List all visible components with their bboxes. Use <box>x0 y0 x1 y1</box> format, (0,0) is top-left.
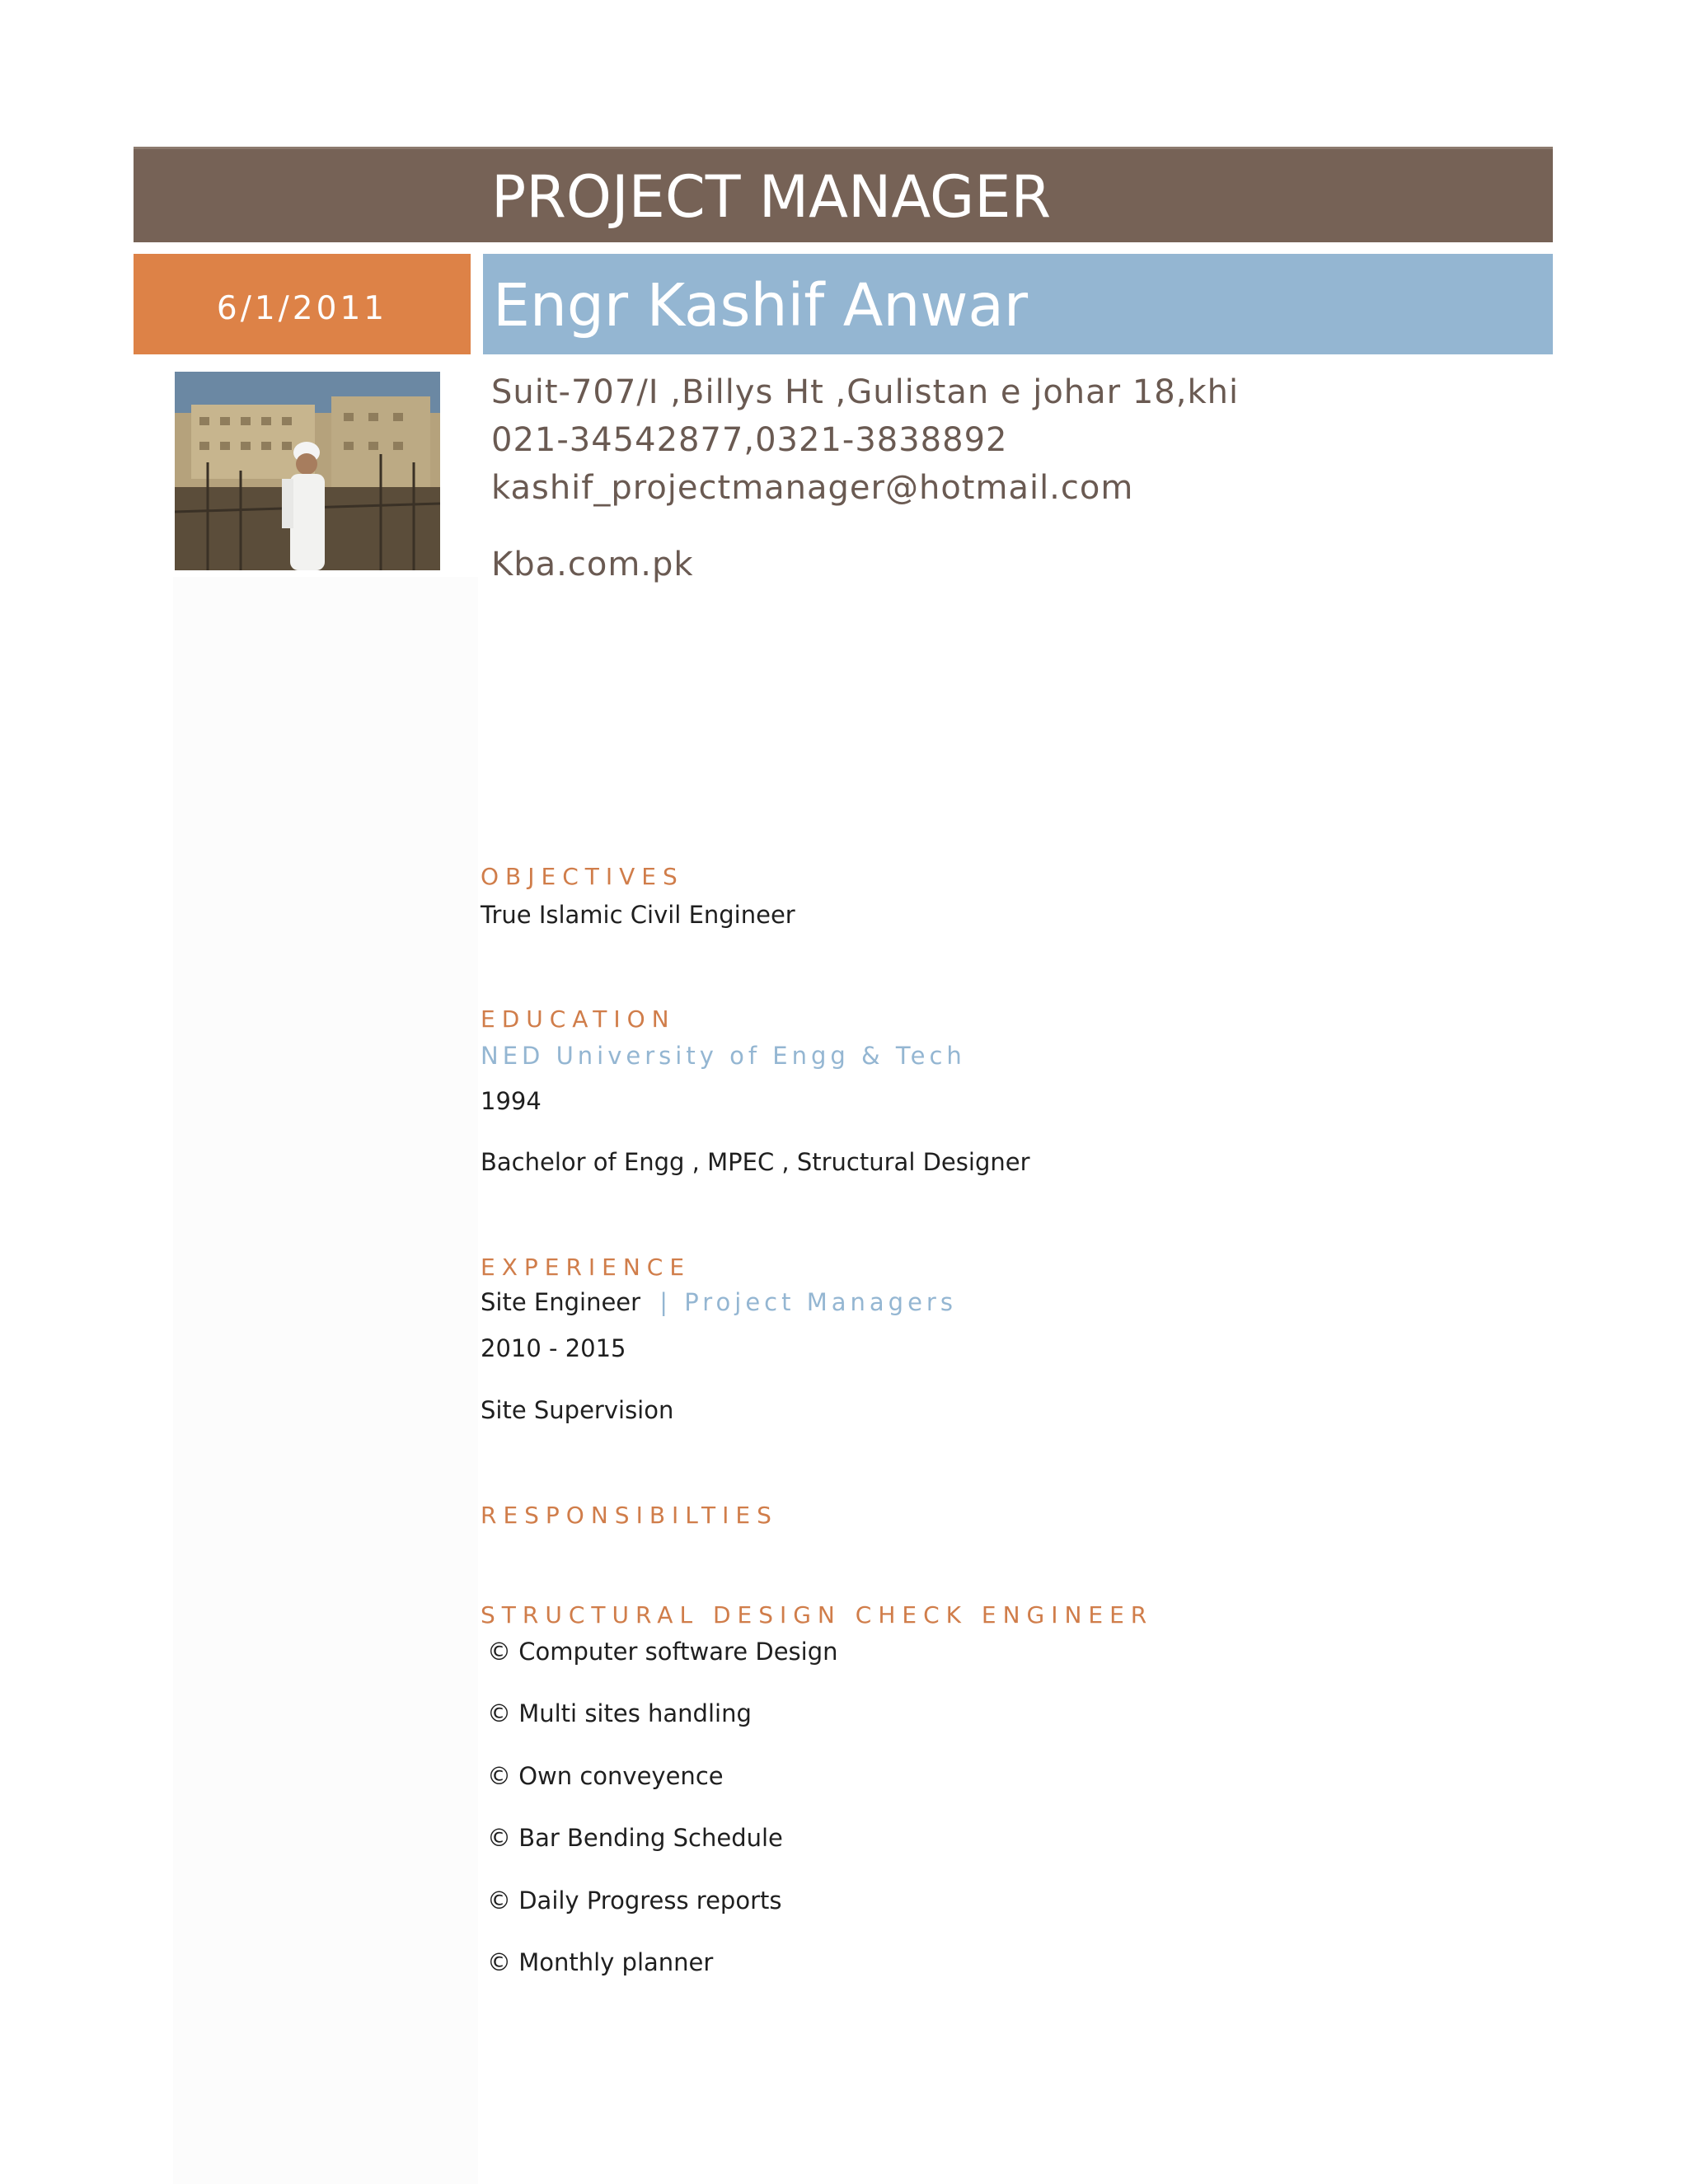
date-box <box>134 254 471 354</box>
experience-role-line <box>481 1288 957 1316</box>
education-year: 1994 <box>481 1087 542 1115</box>
experience-role: Site Engineer <box>481 1288 641 1316</box>
list-item: © Computer software Design <box>487 1638 838 1666</box>
email-line[interactable]: kashif_projectmanager@hotmail.com <box>491 469 1134 507</box>
website-line[interactable]: Kba.com.pk <box>491 546 694 583</box>
name-box <box>483 254 1553 354</box>
education-degree: Bachelor of Engg , MPEC , Structural Designer <box>481 1148 1030 1176</box>
document-date: 6/1/2011 <box>216 290 388 327</box>
education-heading: EDUCATION <box>481 1005 676 1033</box>
list-item: © Own conveyence <box>487 1762 724 1790</box>
experience-heading: EXPERIENCE <box>481 1254 692 1281</box>
experience-separator: | <box>659 1288 673 1316</box>
list-item: © Bar Bending Schedule <box>487 1824 783 1852</box>
list-item: © Monthly planner <box>487 1948 714 1976</box>
structural-heading: STRUCTURAL DESIGN CHECK ENGINEER <box>481 1601 1154 1629</box>
objectives-heading: OBJECTIVES <box>481 863 684 890</box>
candidate-name: Engr Kashif Anwar <box>493 271 1029 340</box>
objectives-text: True Islamic Civil Engineer <box>481 901 795 929</box>
profile-photo-image <box>175 372 440 570</box>
list-item: © Multi sites handling <box>487 1699 752 1727</box>
phone-line: 021-34542877,0321-3838892 <box>491 421 1008 459</box>
address-line: Suit-707/I ,Billys Ht ,Gulistan e johar 18,khi <box>491 373 1240 411</box>
title-band <box>134 147 1553 242</box>
list-item: © Daily Progress reports <box>487 1886 782 1915</box>
education-school: NED University of Engg & Tech <box>481 1042 966 1070</box>
experience-years: 2010 - 2015 <box>481 1334 626 1362</box>
profile-photo <box>175 372 440 570</box>
experience-company: Project Managers <box>684 1288 957 1316</box>
responsibilities-heading: RESPONSIBILTIES <box>481 1502 778 1529</box>
page-title: PROJECT MANAGER <box>491 163 1052 231</box>
sidebar-shade <box>173 577 478 2184</box>
experience-description: Site Supervision <box>481 1396 674 1424</box>
